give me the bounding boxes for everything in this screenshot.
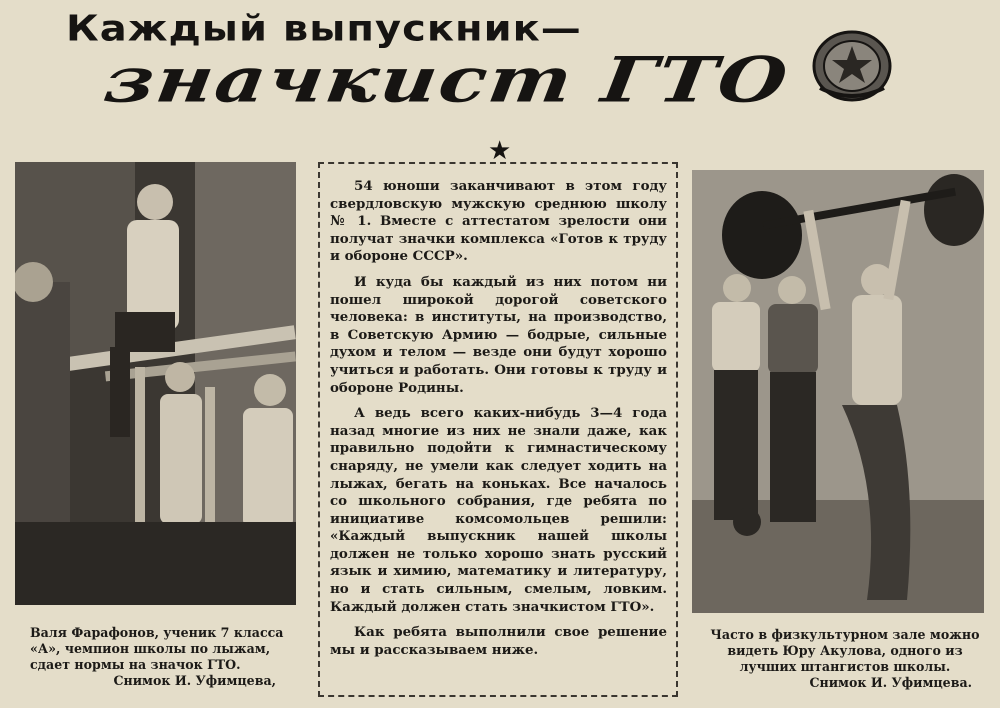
gto-badge-icon xyxy=(810,26,894,106)
caption-left xyxy=(30,625,300,689)
headline-script: значкист ГТО xyxy=(99,44,794,117)
photo-credit-left: Снимок И. Уфимцева, xyxy=(113,673,276,688)
star-icon: ★ xyxy=(488,136,512,166)
photo-parallel-bars xyxy=(15,162,296,605)
article-paragraph: Как ребята выполнили свое решение мы и рассказываем ниже. xyxy=(330,624,667,658)
headline-top: Каждый выпускник— xyxy=(66,8,582,50)
article-paragraph: А ведь всего каких-нибудь 3—4 года назад многие из них не знали даже, как правильно подойти к гимнастическому снаряду, не умели как следует ходить на лыжах, бегать на коньках. Все началось со школьного собрания, где ребята по инициативе комсомольцев решили: «Каждый выпускник нашей школы должен не только хорошо знать русский язык и химию, математику и литературу, но и стать сильным, смелым, ловким. Каждый должен стать значкистом ГТО». xyxy=(330,405,667,615)
caption-left-text: Валя Фарафонов, ученик 7 класса «А», чемпион школы по лыжам, сдает нормы на значок ГТО. xyxy=(30,625,284,672)
photo-credit-right: Снимок И. Уфимцева. xyxy=(809,675,972,690)
article-body xyxy=(330,178,667,667)
photo-weightlifter xyxy=(692,170,984,613)
caption-right xyxy=(700,627,990,691)
article-paragraph: 54 юноши заканчивают в этом году свердловскую мужскую среднюю школу № 1. Вместе с аттестатом зрелости они получат значки комплекса «Готов к труду и обороне СССР». xyxy=(330,178,667,265)
article-paragraph: И куда бы каждый из них потом ни пошел широкой дорогой советского человека: в институты, на производство, в Советскую Армию — бодрые, сильные духом и телом — везде они будут хорошо учиться и работать. Они готовы к труду и обороне Родины. xyxy=(330,273,667,396)
caption-right-text: Часто в физкультурном зале можно видеть Юру Акулова, одного из лучших штангистов школы. xyxy=(710,627,980,674)
